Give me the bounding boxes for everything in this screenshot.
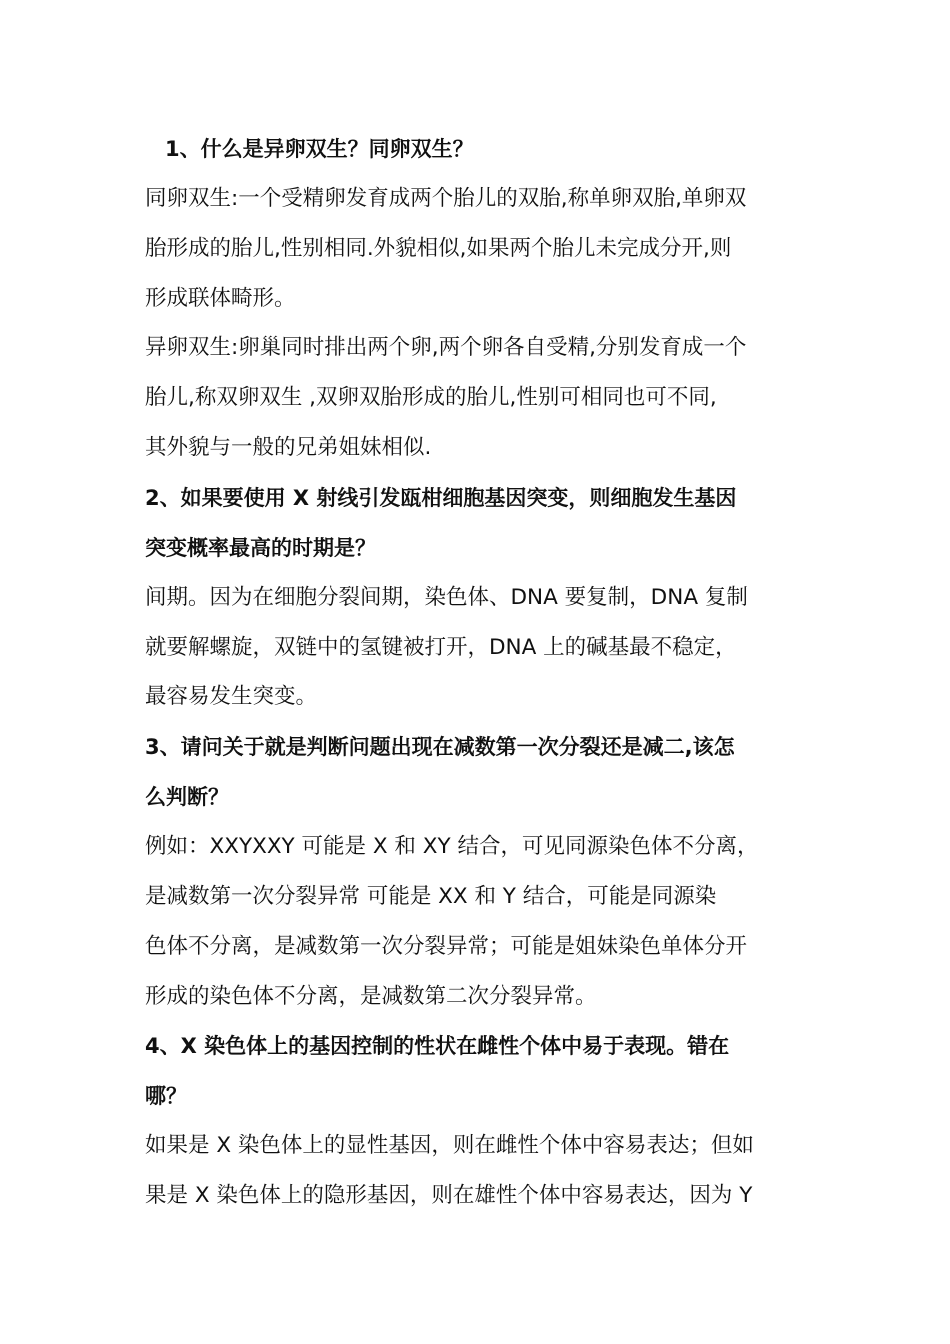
section-1-line-5: 胎儿,称双卵双生 ,双卵双胎形成的胎儿,性别可相同也可不同, (145, 385, 717, 410)
section-3-line-4: 形成的染色体不分离，是减数第二次分裂异常。 (145, 984, 597, 1009)
section-1-line-6: 其外貌与一般的兄弟姐妹相似. (145, 435, 432, 460)
section-3-line-3: 色体不分离，是减数第一次分裂异常；可能是姐妹染色单体分开 (145, 934, 748, 959)
section-4-line-1: 如果是 X 染色体上的显性基因，则在雌性个体中容易表达；但如 (145, 1133, 754, 1158)
section-3-heading-line-1: 3、请问关于就是判断问题出现在减数第一次分裂还是减二,该怎 (145, 735, 735, 759)
section-1-heading: 1、什么是异卵双生？同卵双生？ (165, 137, 474, 161)
section-4-line-2: 果是 X 染色体上的隐形基因，则在雄性个体中容易表达，因为 Y (145, 1183, 753, 1208)
section-2-line-2: 就要解螺旋，双链中的氢键被打开，DNA 上的碱基最不稳定， (145, 635, 737, 660)
section-1-line-4: 异卵双生:卵巢同时排出两个卵,两个卵各自受精,分别发育成一个 (145, 335, 747, 360)
section-1-line-1: 同卵双生:一个受精卵发育成两个胎儿的双胎,称单卵双胎,单卵双 (145, 186, 747, 211)
section-2-heading-line-1: 2、如果要使用 X 射线引发瓯柑细胞基因突变，则细胞发生基因 (145, 486, 737, 510)
section-3-heading-line-2: 么判断？ (145, 785, 229, 809)
section-3-line-1: 例如：XXYXXY 可能是 X 和 XY 结合，可见同源染色体不分离， (145, 834, 759, 859)
section-2-line-3: 最容易发生突变。 (145, 684, 318, 709)
section-3-line-2: 是减数第一次分裂异常 可能是 XX 和 Y 结合，可能是同源染 (145, 884, 717, 909)
section-4-heading-line-1: 4、X 染色体上的基因控制的性状在雌性个体中易于表现。错在 (145, 1034, 730, 1058)
section-2-heading-line-2: 突变概率最高的时期是？ (145, 536, 376, 560)
section-1-line-3: 形成联体畸形。 (145, 286, 296, 311)
section-1-line-2: 胎形成的胎儿,性别相同.外貌相似,如果两个胎儿未完成分开,则 (145, 236, 732, 261)
section-2-line-1: 间期。因为在细胞分裂间期，染色体、DNA 要复制，DNA 复制 (145, 585, 748, 610)
section-4-heading-line-2: 哪？ (145, 1084, 187, 1108)
